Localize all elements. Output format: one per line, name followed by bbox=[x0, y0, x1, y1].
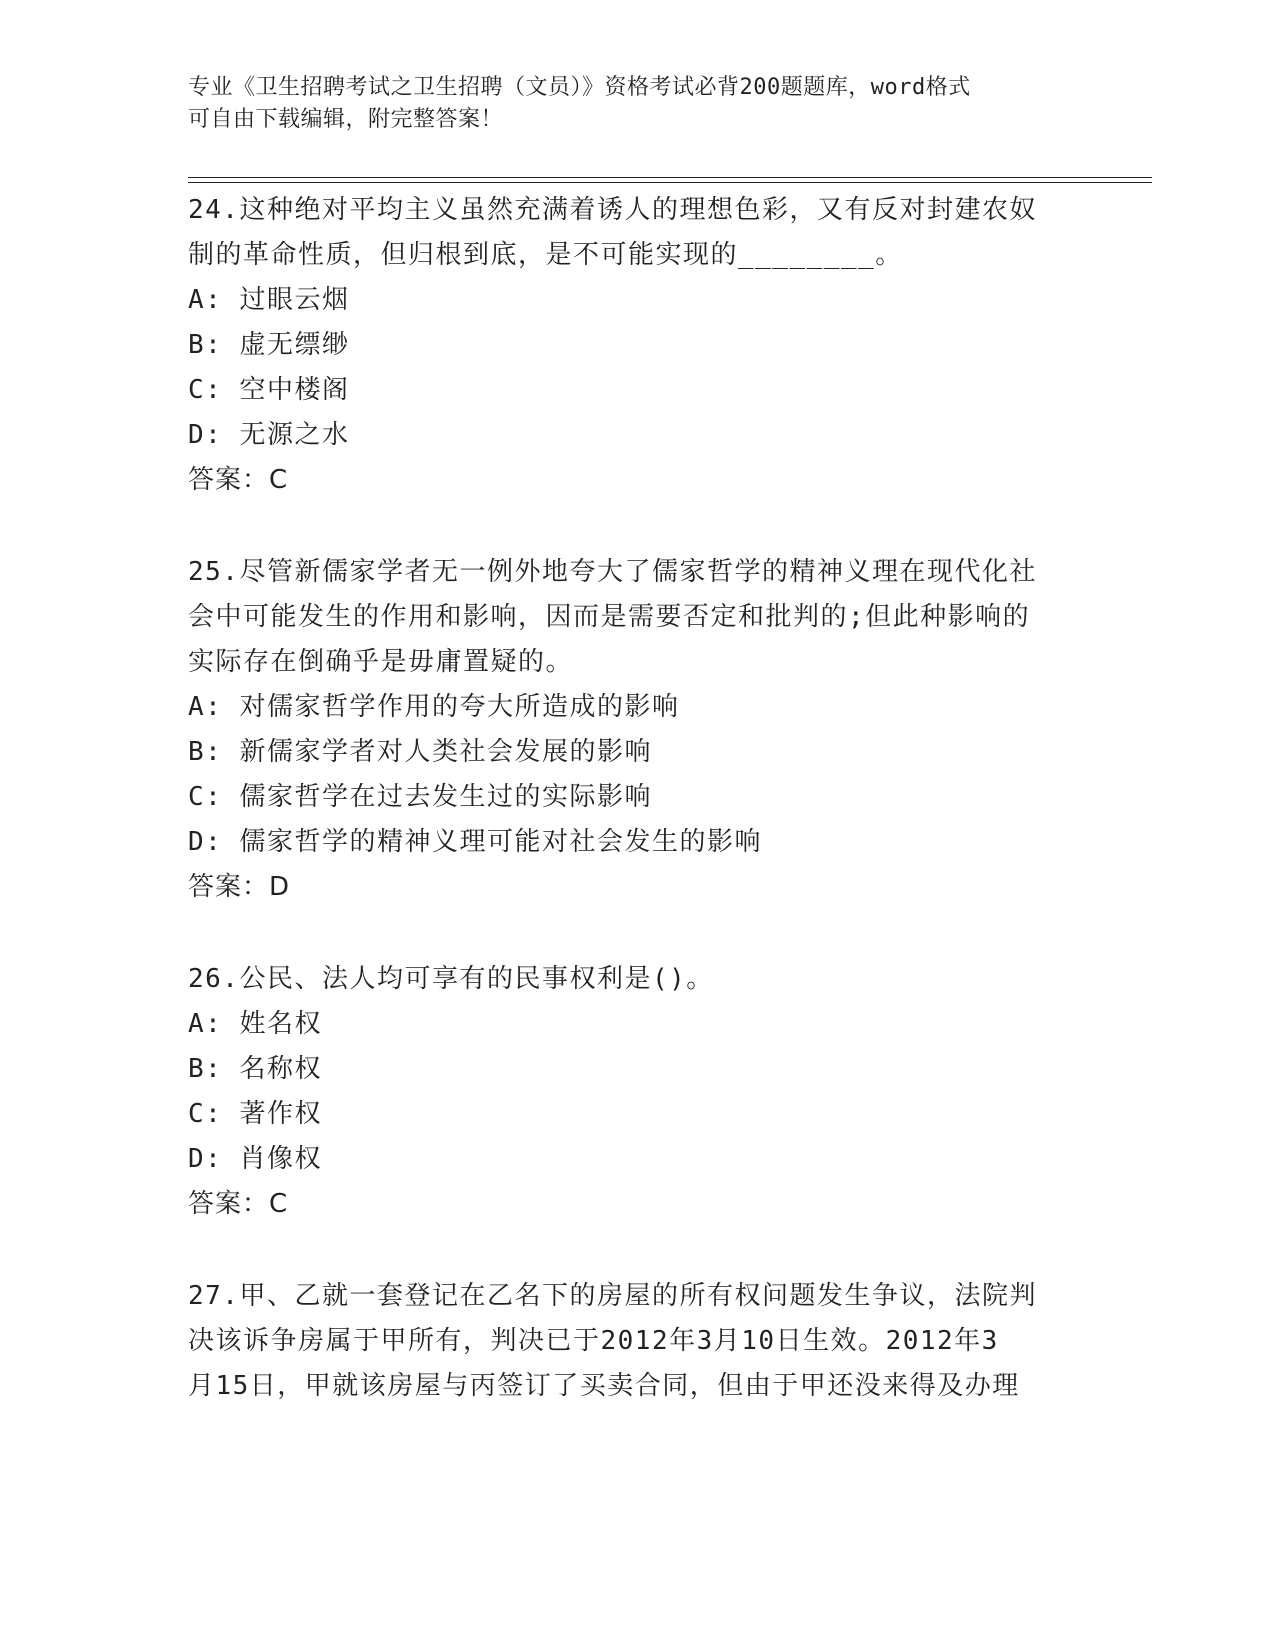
option-a: A: 姓名权 bbox=[188, 1009, 322, 1039]
question-text-line: 26.公民、法人均可享有的民事权利是()。 bbox=[188, 964, 714, 994]
question-text-line: 会中可能发生的作用和影响，因而是需要否定和批判的;但此种影响的 bbox=[188, 602, 1031, 632]
spacer bbox=[188, 503, 1088, 550]
question-text-line: 月15日，甲就该房屋与丙签订了买卖合同，但由于甲还没来得及办理 bbox=[188, 1371, 1020, 1401]
option-b: B: 虚无缥缈 bbox=[188, 330, 350, 360]
question-text-line: 25.尽管新儒家学者无一例外地夸大了儒家哲学的精神义理在现代化社 bbox=[188, 557, 1037, 587]
question-26 bbox=[188, 957, 1088, 1227]
question-text-line: 24.这种绝对平均主义虽然充满着诱人的理想色彩，又有反对封建农奴 bbox=[188, 195, 1037, 225]
option-a: A: 过眼云烟 bbox=[188, 285, 350, 315]
question-text-line: 实际存在倒确乎是毋庸置疑的。 bbox=[188, 647, 574, 677]
header-line-2: 可自由下载编辑，附完整答案！ bbox=[188, 107, 504, 132]
spacer bbox=[188, 1227, 1088, 1274]
document-header bbox=[188, 72, 1068, 136]
option-d: D: 无源之水 bbox=[188, 420, 350, 450]
option-d: D: 肖像权 bbox=[188, 1144, 322, 1174]
option-c: C: 空中楼阁 bbox=[188, 375, 350, 405]
header-line-1: 专业《卫生招聘考试之卫生招聘（文员）》资格考试必背200题题库，word格式 bbox=[188, 75, 971, 100]
header-divider-bottom bbox=[188, 182, 1152, 183]
option-c: C: 著作权 bbox=[188, 1099, 322, 1129]
option-c: C: 儒家哲学在过去发生过的实际影响 bbox=[188, 782, 652, 812]
question-27 bbox=[188, 1274, 1088, 1409]
spacer bbox=[188, 910, 1088, 957]
question-24 bbox=[188, 188, 1088, 503]
question-text-line: 决该诉争房属于甲所有，判决已于2012年3月10日生效。2012年3 bbox=[188, 1326, 999, 1356]
answer-label: 答案：C bbox=[188, 1189, 289, 1219]
header-divider-top bbox=[188, 177, 1152, 178]
option-b: B: 名称权 bbox=[188, 1054, 322, 1084]
question-list bbox=[188, 188, 1088, 1409]
option-d: D: 儒家哲学的精神义理可能对社会发生的影响 bbox=[188, 827, 762, 857]
option-a: A: 对儒家哲学作用的夸大所造成的影响 bbox=[188, 692, 680, 722]
question-text-line: 制的革命性质，但归根到底，是不可能实现的________。 bbox=[188, 240, 903, 270]
answer-label: 答案：D bbox=[188, 872, 291, 902]
option-b: B: 新儒家学者对人类社会发展的影响 bbox=[188, 737, 652, 767]
question-text-line: 27.甲、乙就一套登记在乙名下的房屋的所有权问题发生争议，法院判 bbox=[188, 1281, 1037, 1311]
question-25 bbox=[188, 550, 1088, 910]
answer-label: 答案：C bbox=[188, 465, 289, 495]
